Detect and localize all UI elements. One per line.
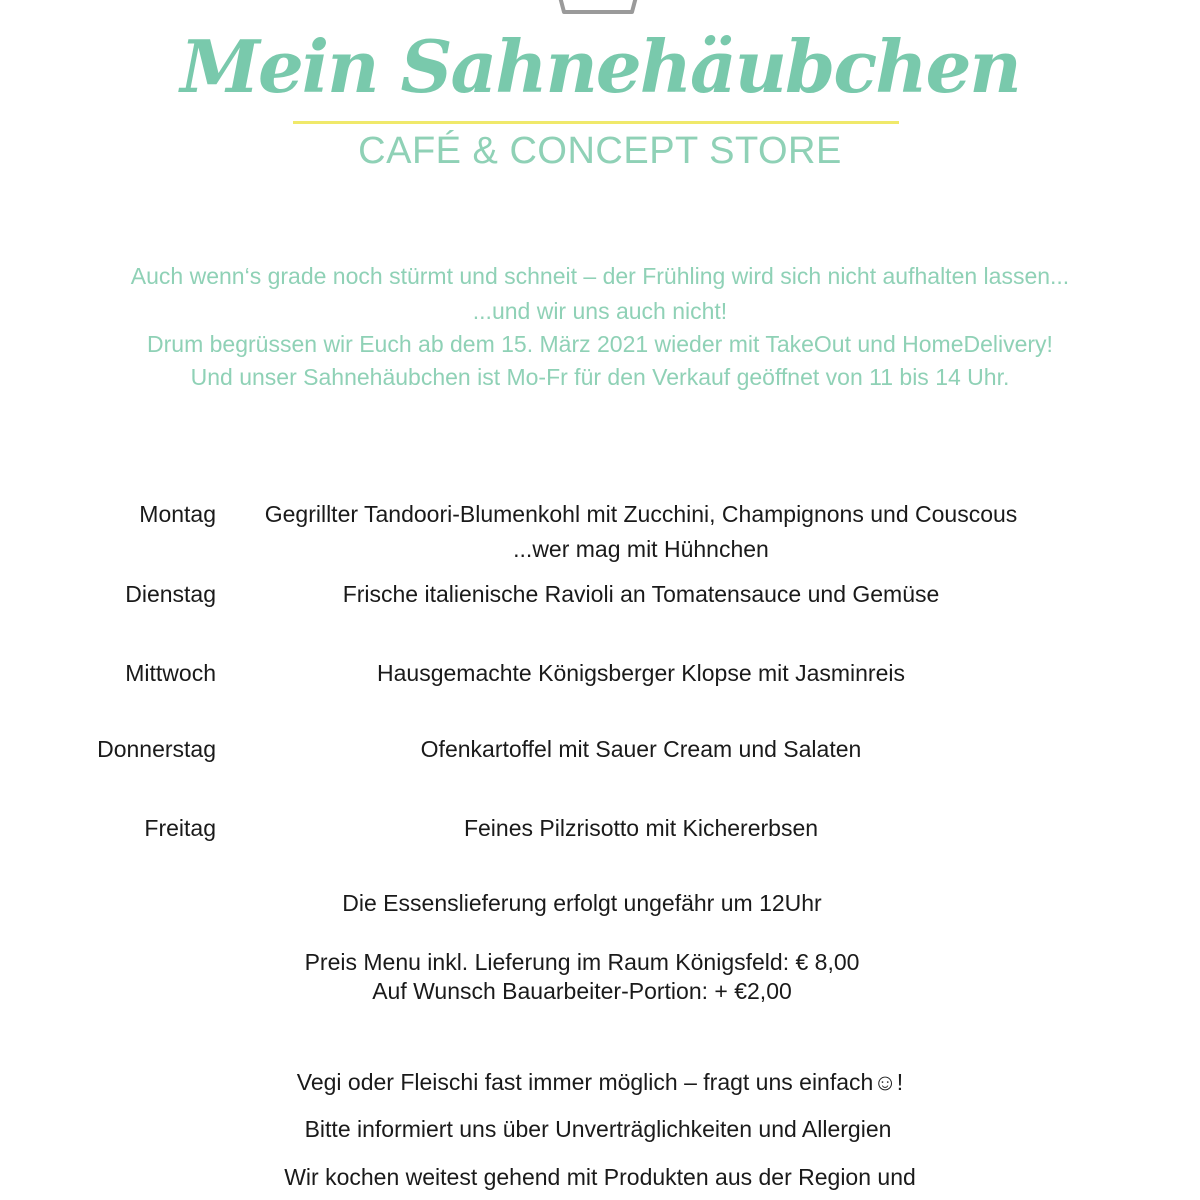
intro-line-2: ...und wir uns auch nicht!: [472, 298, 728, 324]
cup-logo-icon: [548, 0, 648, 22]
region-note: Wir kochen weitest gehend mit Produkten aus der Region und: [284, 1164, 916, 1190]
day-label-freitag: Freitag: [144, 815, 216, 841]
intro-line-1: Auch wenn‘s grade noch stürmt und schneit – der Frühling wird sich nicht aufhalten lassen...: [130, 263, 1070, 289]
dish-montag: Gegrillter Tandoori-Blumenkohl mit Zucchini, Champignons und Couscous: [264, 501, 1018, 527]
delivery-note: Die Essenslieferung erfolgt ungefähr um 12Uhr: [342, 890, 822, 916]
allergy-note: Bitte informiert uns über Unverträglichkeiten und Allergien: [304, 1116, 892, 1142]
dish-mittwoch: Hausgemachte Königsberger Klopse mit Jasminreis: [377, 660, 905, 686]
brand-subtitle: CAFÉ & CONCEPT STORE: [358, 130, 842, 172]
dish-dienstag: Frische italienische Ravioli an Tomatensauce und Gemüse: [342, 581, 940, 607]
day-label-montag: Montag: [139, 501, 216, 527]
intro-line-3: Drum begrüssen wir Euch ab dem 15. März 2021 wieder mit TakeOut und HomeDelivery!: [147, 331, 1053, 357]
day-label-dienstag: Dienstag: [125, 581, 216, 607]
brand-title: Mein Sahnehäubchen: [180, 24, 1020, 109]
dish-donnerstag: Ofenkartoffel mit Sauer Cream und Salaten: [420, 736, 862, 762]
veg-note: Vegi oder Fleischi fast immer möglich – fragt uns einfach☺!: [296, 1069, 904, 1095]
dish-note-montag: ...wer mag mit Hühnchen: [513, 536, 769, 562]
brand-underline: [293, 121, 899, 124]
day-label-donnerstag: Donnerstag: [97, 736, 216, 762]
intro-line-4: Und unser Sahnehäubchen ist Mo-Fr für den Verkauf geöffnet von 11 bis 14 Uhr.: [190, 364, 1010, 390]
day-label-mittwoch: Mittwoch: [125, 660, 216, 686]
dish-freitag: Feines Pilzrisotto mit Kichererbsen: [463, 815, 819, 841]
price-note: Preis Menu inkl. Lieferung im Raum Königsfeld: € 8,00: [304, 949, 860, 975]
extra-portion-note: Auf Wunsch Bauarbeiter-Portion: + €2,00: [372, 978, 792, 1004]
